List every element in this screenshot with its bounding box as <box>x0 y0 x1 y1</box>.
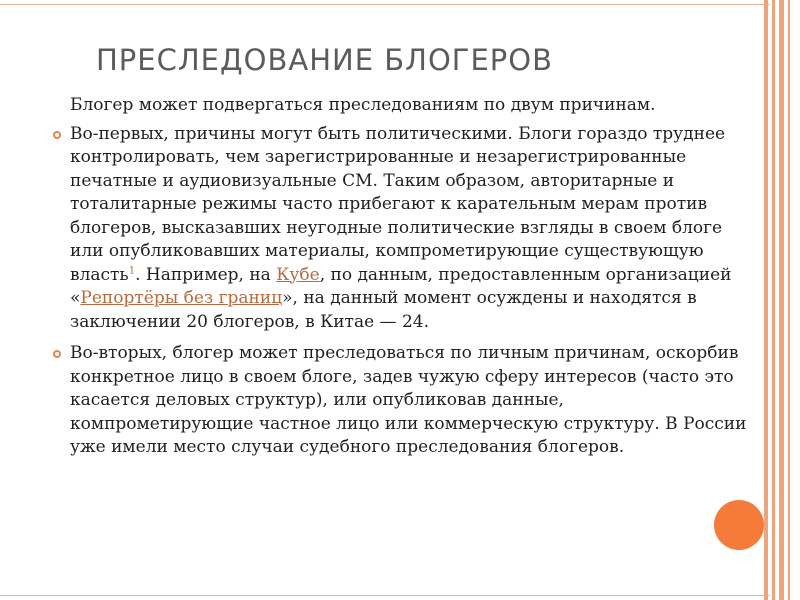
link-cuba[interactable]: Кубе <box>276 264 320 285</box>
bullet-item-political <box>52 123 752 335</box>
slide-title: ПРЕСЛЕДОВАНИЕ БЛОГЕРОВ <box>96 43 553 77</box>
link-reporters-without-borders[interactable]: Репортёры без границ <box>80 288 283 308</box>
slide-body <box>52 94 752 468</box>
stripe <box>788 0 790 600</box>
stripe <box>764 0 768 600</box>
bullet1-text-c: , по данным, предоставленным организацией « <box>70 264 732 308</box>
bullet2-text: Во-вторых, блогер может преследоваться по личным причинам, оскорбив конкретное лицо в своем блоге, задев чужую сферу интересов (часто это касается деловых структур), или опубликовав данные, компрометирующие частное лицо или коммерческую структуру. В России уже имели место случаи судебного преследования блогеров. <box>70 343 747 457</box>
footnote-link[interactable]: 1 <box>128 264 136 276</box>
bullet-circle-icon <box>53 350 61 358</box>
bullet-item-personal <box>52 342 752 460</box>
frame-top-line <box>0 4 770 5</box>
bullet1-text-b: . Например, на <box>135 264 277 285</box>
bullet-circle-icon <box>53 131 61 139</box>
stripe <box>772 0 775 600</box>
intro-text: Блогер может подвергаться преследованиям по двум причинам. <box>70 95 656 115</box>
frame-bottom-line <box>0 595 770 596</box>
bullet1-text-d: », на данный момент осуждены и находятся в заключении 20 блогеров, в Китае — 24. <box>70 288 697 332</box>
orange-circle-decoration <box>714 500 764 550</box>
decorative-stripes <box>764 0 794 600</box>
bullet1-text-a: Во-первых, причины могут быть политическими. Блоги гораздо труднее контролировать, чем зарегистрированные и незарегистрированные печатные и аудиовизуальные СМ. Таким образом, авторитарные и тоталитарные режимы часто прибегают к карательным мерам против блогеров, высказавших неугодные политические взгляды в своем блоге или опубликовавших материалы, компрометирующие существующую власть <box>70 123 726 285</box>
stripe <box>779 0 784 600</box>
